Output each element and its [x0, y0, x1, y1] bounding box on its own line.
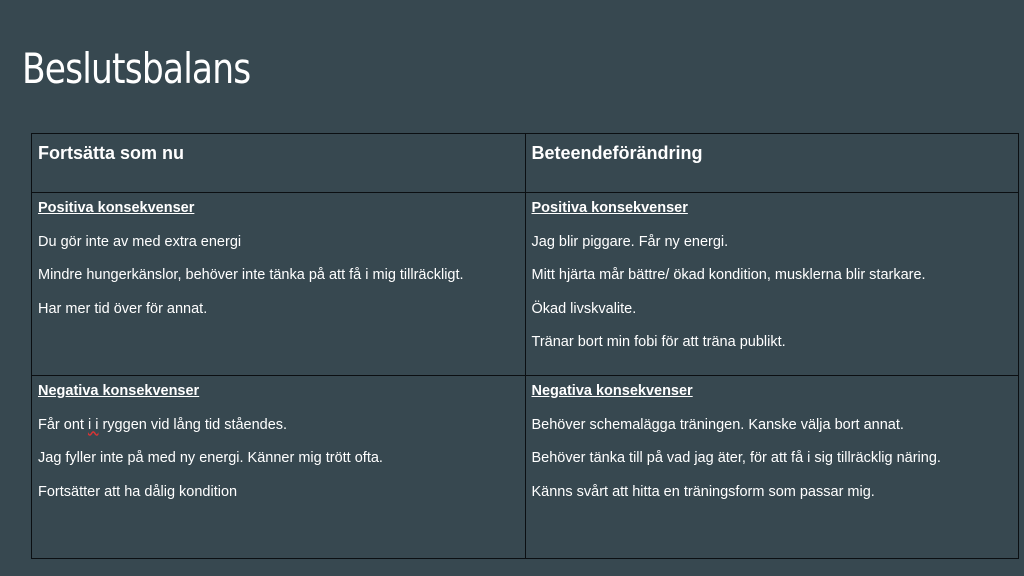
header-cell-continue [32, 134, 526, 193]
header-continue-label: Fortsätta som nu [38, 143, 185, 163]
slide-title: Beslutsbalans [22, 44, 251, 93]
list-item: Mitt hjärta mår bättre/ ökad kondition, musklerna blir starkare. [531, 267, 926, 283]
list-item [38, 416, 519, 434]
list-item: Du gör inte av med extra energi [38, 233, 242, 250]
list-item-text: Får ont [38, 416, 88, 433]
negative-consequences-heading: Negativa konsekvenser [531, 383, 693, 399]
header-cell-change [525, 134, 1019, 193]
positive-row [32, 193, 1019, 376]
list-item: Jag fyller inte på med ny energi. Känner mig trött ofta. [38, 450, 383, 466]
list-item: Tränar bort min fobi för att träna publikt. [531, 334, 786, 350]
negative-consequences-heading: Negativa konsekvenser [38, 383, 200, 399]
header-row [32, 134, 1019, 193]
positive-consequences-heading: Positiva konsekvenser [531, 200, 688, 216]
negative-row [32, 376, 1019, 559]
header-change-label: Beteendeförändring [531, 143, 703, 163]
positive-consequences-heading: Positiva konsekvenser [38, 200, 195, 216]
list-item: Fortsätter att ha dålig kondition [38, 483, 238, 500]
spellcheck-marked-text: i i [87, 416, 99, 433]
negative-cell-continue [32, 376, 526, 559]
positive-cell-change [525, 193, 1019, 376]
list-item-text: ryggen vid lång tid ståendes. [98, 416, 288, 433]
negative-cell-change [525, 376, 1019, 559]
list-item: Har mer tid över för annat. [38, 300, 208, 317]
list-item: Ökad livskvalite. [531, 300, 637, 317]
list-item: Behöver tänka till på vad jag äter, för att få i sig tillräcklig näring. [531, 450, 941, 466]
list-item: Känns svårt att hitta en träningsform som passar mig. [531, 483, 875, 500]
decision-balance-table [31, 133, 1019, 559]
positive-cell-continue [32, 193, 526, 376]
list-item: Jag blir piggare. Får ny energi. [531, 233, 729, 250]
list-item: Mindre hungerkänslor, behöver inte tänka på att få i mig tillräckligt. [38, 267, 464, 283]
list-item: Behöver schemalägga träningen. Kanske välja bort annat. [531, 416, 904, 433]
